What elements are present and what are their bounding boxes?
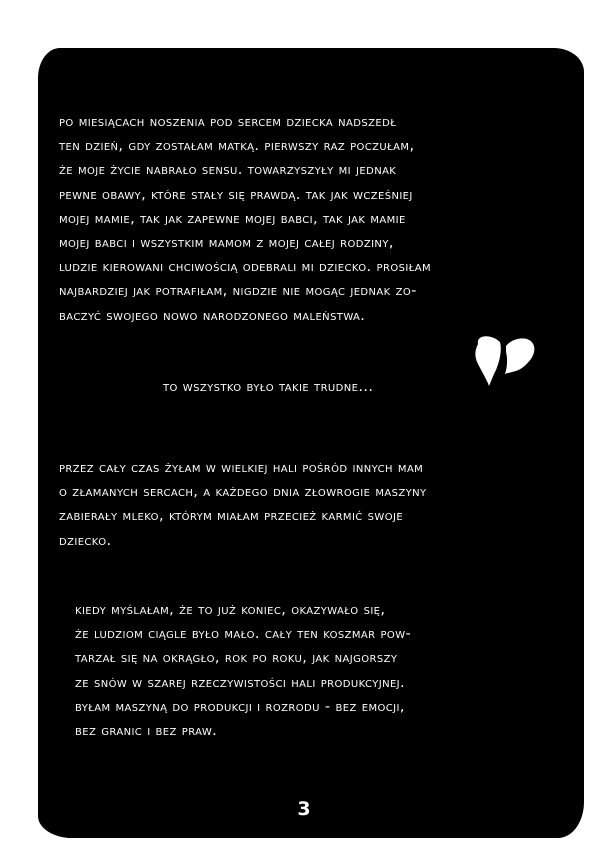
page-number: 3 xyxy=(297,798,311,820)
text-line: dziecko. xyxy=(59,532,112,549)
text-line: po miesiącach noszenia pod sercem dziecka nadszedł xyxy=(59,114,397,130)
text-line: mojej mamie, tak jak zapewne mojej babci, tak jak mamie xyxy=(59,210,406,227)
text-line: przez cały czas żyłam w wielkiej hali pośród innych mam xyxy=(59,460,424,476)
text-line: że ludziom ciągle było mało. cały ten koszmar pow- xyxy=(75,626,412,643)
text-line: ten dzień, gdy zostałam matką. pierwszy raz poczułam, xyxy=(59,138,415,155)
text-line: ludzie kierowani chciwością odebrali mi dziecko. prosiłam xyxy=(59,259,431,276)
story-paragraph-4 xyxy=(75,598,411,743)
text-line: baczyć swojego nowo narodzonego maleństwa. xyxy=(59,307,366,324)
text-line: tarzał się na okrągło, rok po roku, jak najgorszy xyxy=(75,650,398,667)
text-line: to wszystko było takie trudne... xyxy=(163,379,374,395)
text-line: byłam maszyną do produkcji i rozrodu - bez emocji, xyxy=(75,698,405,715)
story-paragraph-1 xyxy=(59,110,431,328)
text-line: zabierały mleko, którym miałam przecież karmić swoje xyxy=(59,508,404,525)
text-line: że moje życie nabrało sensu. towarzyszyły mi jednak xyxy=(59,162,397,179)
text-line: o złamanych sercach, a każdego dnia złowrogie maszyny xyxy=(59,484,427,501)
broken-heart-icon xyxy=(472,336,538,386)
text-line: pewne obawy, które stały się prawdą. tak jak wcześniej xyxy=(59,186,413,203)
story-paragraph-2 xyxy=(163,375,373,399)
story-paragraph-3 xyxy=(59,456,427,553)
text-line: najbardziej jak potrafiłam, nigdzie nie mogąc jednak zo- xyxy=(59,283,417,300)
text-line: bez granic i bez praw. xyxy=(75,723,218,740)
text-line: kiedy myślałam, że to już koniec, okazywało się, xyxy=(75,602,386,618)
text-line: mojej babci i wszystkim mamom z mojej całej rodziny, xyxy=(59,235,394,252)
text-line: ze snów w szarej rzeczywistości hali produkcyjnej. xyxy=(75,674,406,691)
